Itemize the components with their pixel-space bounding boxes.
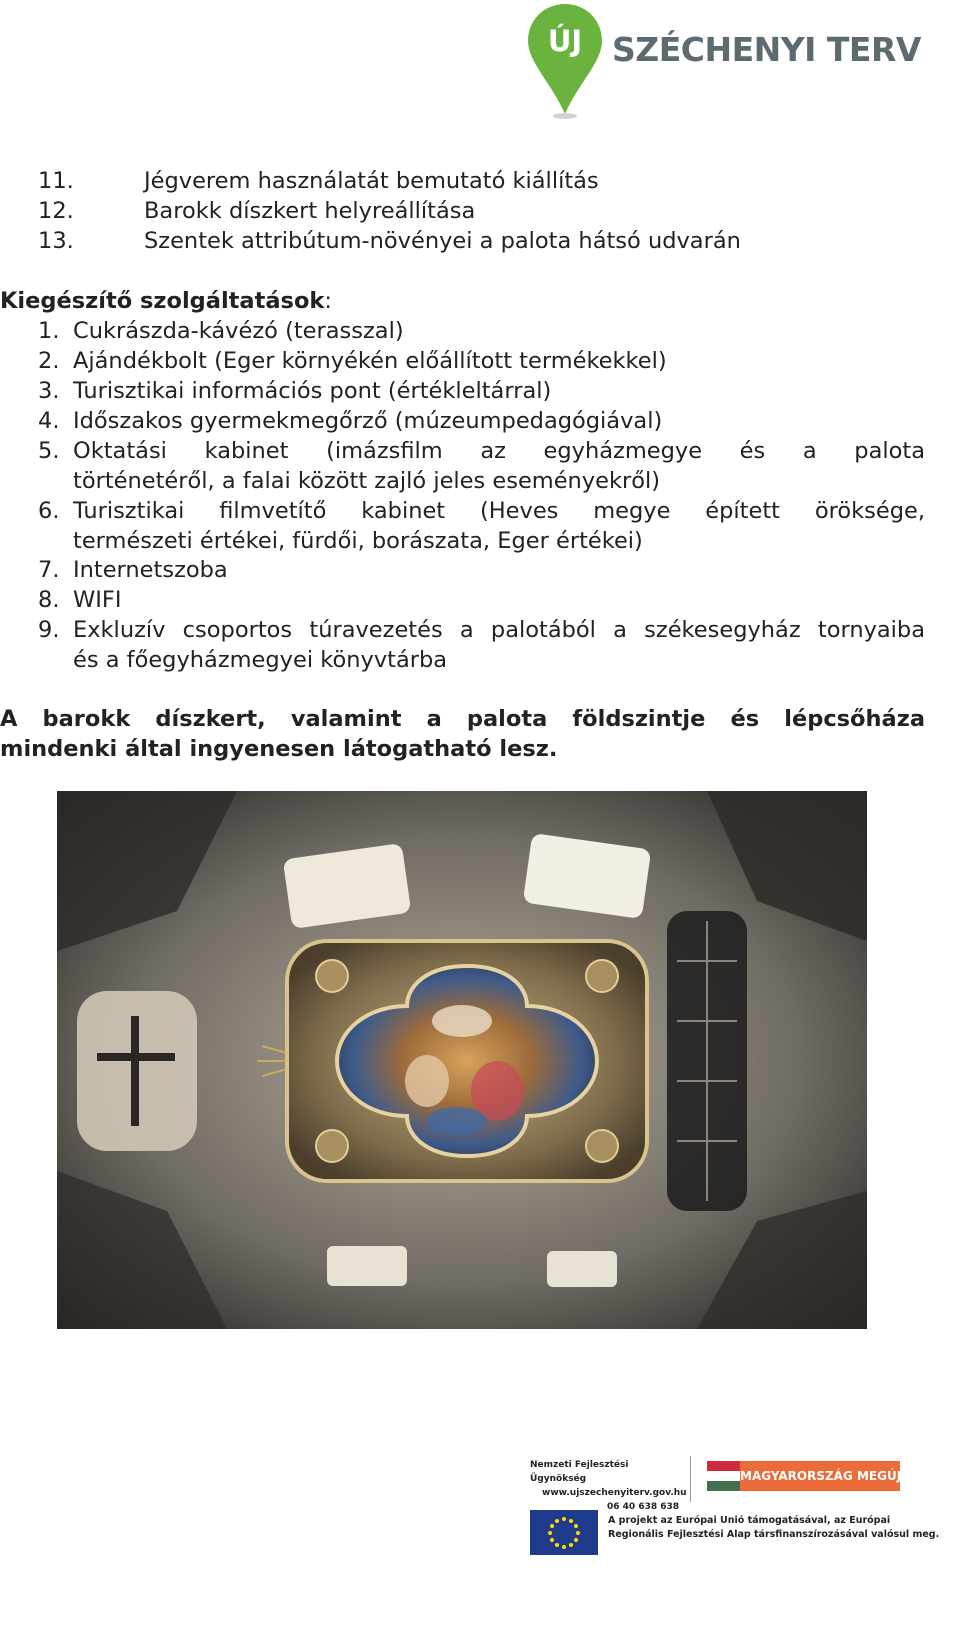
list-item-text: Jégverem használatát bemutató kiállítás bbox=[144, 168, 599, 194]
list-item-number: 12. bbox=[38, 198, 74, 224]
service-item-text-cont: és a főegyházmegyei könyvtárba bbox=[73, 647, 448, 673]
ceiling-photo-illustration bbox=[57, 791, 867, 1329]
service-item-text-cont: történetéről, a falai között zajló jeles eseményekről) bbox=[73, 468, 661, 494]
service-item-number: 3. bbox=[38, 378, 60, 404]
service-item-text: Ajándékbolt (Eger környékén előállított termékekkel) bbox=[73, 348, 667, 374]
service-item-number: 9. bbox=[38, 617, 60, 643]
list-item-number: 13. bbox=[38, 228, 74, 254]
service-item-number: 7. bbox=[38, 557, 60, 583]
eu-funding-notice bbox=[608, 1514, 940, 1542]
closing-statement-cont: mindenki által ingyenesen látogatható lesz. bbox=[0, 736, 558, 762]
logo-badge: ÚJ bbox=[547, 24, 583, 58]
ceiling-photo bbox=[57, 791, 867, 1329]
closing-statement: A barokk díszkert, valamint a palota földszintje és lépcsőháza bbox=[0, 706, 925, 732]
service-item-text: WIFI bbox=[73, 587, 122, 613]
list-item-number: 11. bbox=[38, 168, 74, 194]
service-item-number: 6. bbox=[38, 498, 60, 524]
agency-url[interactable]: www.ujszechenyiterv.gov.hu bbox=[542, 1488, 687, 1498]
list-item bbox=[38, 166, 74, 196]
list-item-text: Barokk díszkert helyreállítása bbox=[144, 198, 476, 224]
eu-flag-icon bbox=[530, 1510, 598, 1555]
logo-wordmark: SZÉCHENYI TERV bbox=[612, 30, 921, 69]
service-item-number: 1. bbox=[38, 318, 60, 344]
eu-funding-line: A projekt az Európai Unió támogatásával, az Európai bbox=[608, 1515, 891, 1526]
service-item-number: 8. bbox=[38, 587, 60, 613]
list-item-text: Szentek attribútum-növényei a palota hátsó udvarán bbox=[144, 228, 741, 254]
agency-info bbox=[530, 1458, 687, 1514]
services-heading-text: Kiegészítő szolgáltatások bbox=[0, 288, 325, 314]
service-item-number: 5. bbox=[38, 438, 60, 464]
service-item-text: Turisztikai filmvetítő kabinet (Heves megye épített öröksége, bbox=[73, 498, 925, 524]
service-item-text: Cukrászda-kávézó (terasszal) bbox=[73, 318, 404, 344]
service-item-text: Exkluzív csoportos túravezetés a palotából a székesegyház tornyaiba bbox=[73, 617, 925, 643]
service-item-number: 2. bbox=[38, 348, 60, 374]
service-item-number: 4. bbox=[38, 408, 60, 434]
footer-divider bbox=[690, 1456, 691, 1502]
services-heading bbox=[0, 286, 332, 316]
list-item bbox=[38, 196, 74, 226]
magyarorszag-megujul-banner: MAGYARORSZÁG MEGÚJUL bbox=[740, 1461, 900, 1491]
szechenyi-terv-logo bbox=[528, 4, 921, 120]
service-item-text: Internetszoba bbox=[73, 557, 228, 583]
hungarian-flag-icon bbox=[707, 1461, 740, 1491]
service-item-text: Turisztikai információs pont (értékleltárral) bbox=[73, 378, 552, 404]
service-item-text-cont: természeti értékei, fürdői, borászata, Eger értékei) bbox=[73, 528, 643, 554]
services-heading-colon: : bbox=[324, 288, 332, 314]
agency-phone: 06 40 638 638 bbox=[607, 1502, 680, 1512]
list-item bbox=[38, 226, 74, 256]
service-item-text: Időszakos gyermekmegőrző (múzeumpedagógiával) bbox=[73, 408, 663, 434]
eu-funding-line: Regionális Fejlesztési Alap társfinanszírozásával valósul meg. bbox=[608, 1529, 940, 1540]
location-pin-icon bbox=[528, 4, 602, 120]
agency-name: Nemzeti Fejlesztési Ügynökség bbox=[530, 1460, 629, 1484]
service-item-text: Oktatási kabinet (imázsfilm az egyházmegye és a palota bbox=[73, 438, 925, 464]
